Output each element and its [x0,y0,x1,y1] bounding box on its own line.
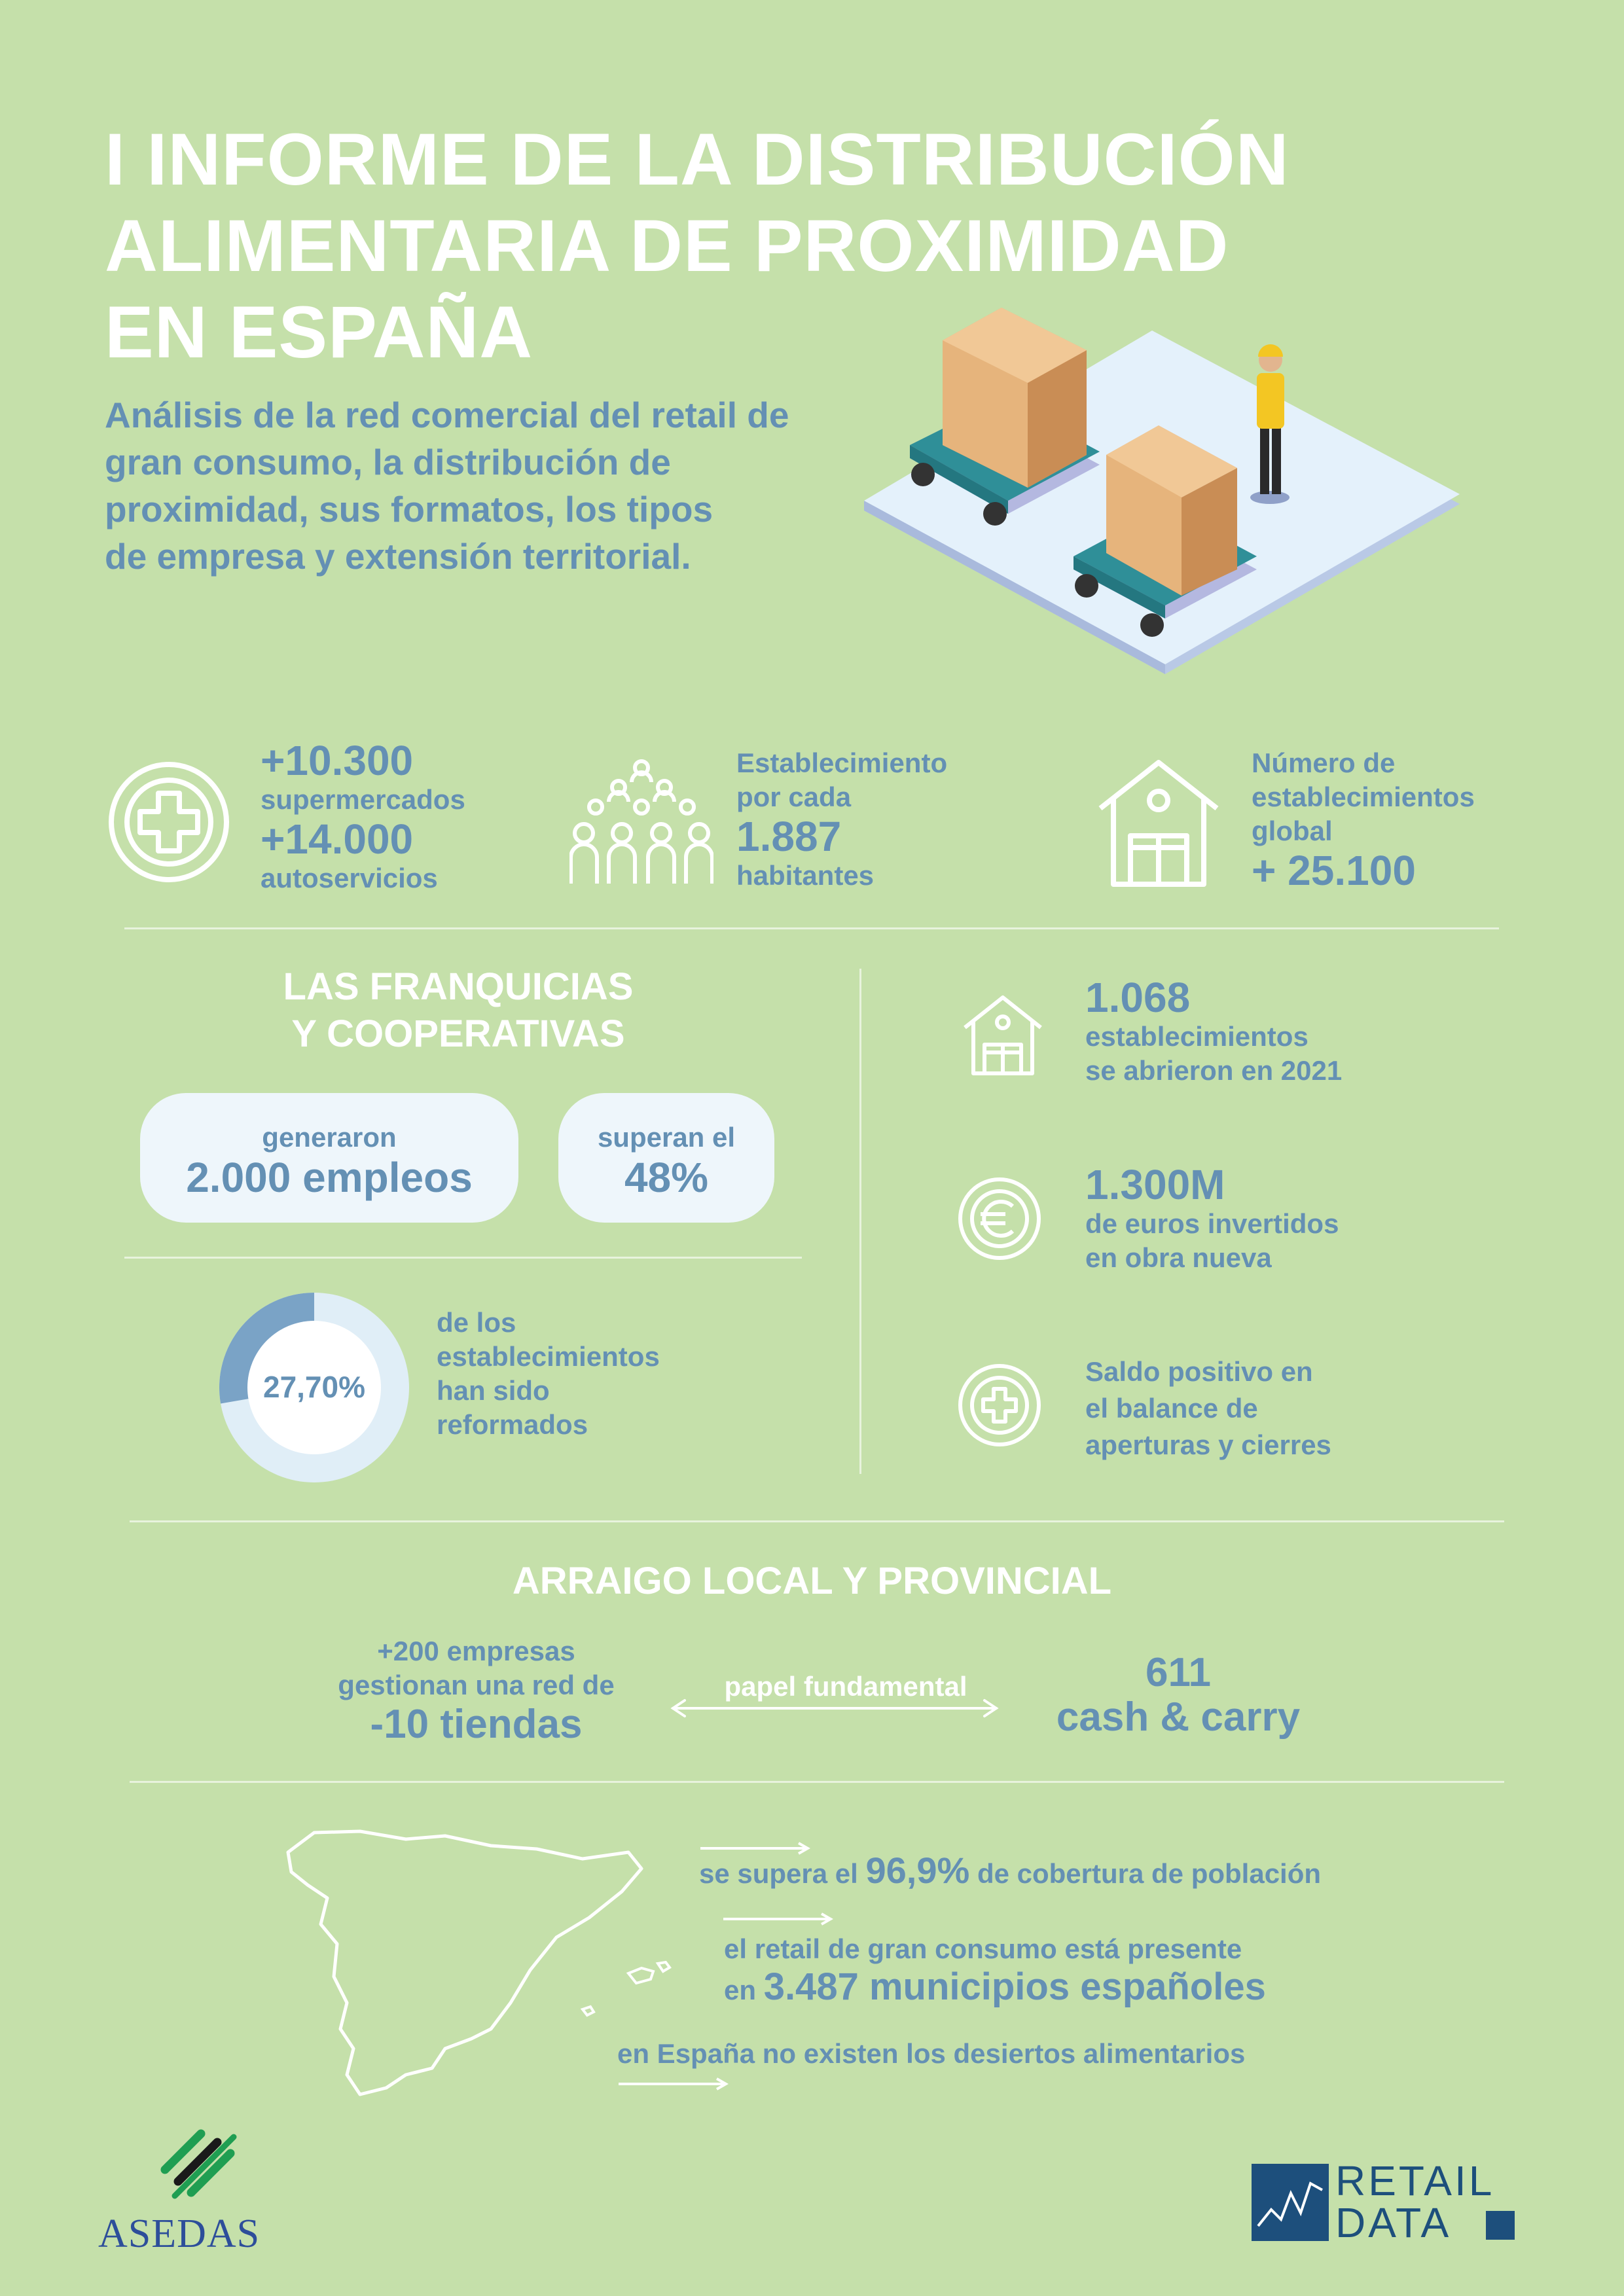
asedas-logo-text: ASEDAS [98,2212,261,2256]
reformed-donut-chart [216,1289,412,1486]
balance-line-2: el balance de [1085,1393,1258,1424]
stat-invested [1085,1162,1339,1275]
coverage-row-1 [699,1851,1321,1893]
arraigo-right-label: cash & carry [1056,1695,1301,1740]
opened-line-2: se abrieron en 2021 [1085,1055,1343,1086]
coverage-row-3: en España no existen los desiertos alimentarios [617,2038,1246,2069]
arrow-right-icon [617,2076,729,2092]
global-line-3: global [1252,816,1333,846]
habitants-label: habitantes [736,860,875,891]
balance-line-1: Saldo positivo en [1085,1356,1313,1387]
pill-percentage [558,1093,774,1223]
supermarkets-value: +10.300 [261,737,414,784]
retail-data-square [1486,2211,1515,2240]
people-crowd-icon [569,756,713,887]
divider-3 [130,1781,1504,1783]
coverage-row-2-pre: en [724,1975,764,2005]
donut-desc-1: de los [437,1307,516,1338]
warehouse-illustration [851,288,1473,707]
supermarkets-label: supermercados [261,784,465,815]
double-arrow-icon [668,1695,1001,1721]
euro-icon [957,1176,1042,1261]
invested-line-2: en obra nueva [1085,1242,1272,1273]
asedas-logo-icon [152,2124,244,2206]
coverage-row-1-pre: se supera el [699,1858,866,1889]
autoservicios-label: autoservicios [261,863,438,893]
divider-franchises [124,1257,802,1259]
spain-map [275,1813,681,2121]
subtitle-line-2: gran consumo, la distribución de [105,442,671,482]
invested-value: 1.300M [1085,1161,1225,1208]
donut-description [437,1306,660,1442]
arraigo-right [1021,1651,1335,1740]
arrow-right-icon [722,1911,833,1927]
invested-line-1: de euros invertidos [1085,1208,1339,1239]
pill-percentage-label: superan el [597,1122,736,1153]
stat-opened [1085,975,1342,1088]
franchises-title [157,963,759,1058]
title-line-3: EN ESPAÑA [105,291,533,373]
global-value: + 25.100 [1252,847,1416,894]
title-line-1: I INFORME DE LA DISTRIBUCIÓN [105,118,1290,200]
arraigo-left [288,1634,664,1747]
stat-supermarkets [261,738,465,895]
donut-desc-2: establecimientos [437,1341,660,1372]
habitants-line-1: Establecimiento [736,747,948,778]
retail-data-logo-text [1335,2157,1495,2246]
pill-percentage-value: 48% [624,1154,709,1201]
title-line-2: ALIMENTARIA DE PROXIMIDAD [105,205,1229,287]
coverage-row-2-value: 3.487 municipios españoles [763,1965,1266,2008]
coverage-row-2-line-1: el retail de gran consumo está presente [724,1933,1242,1964]
plus-circle-small-icon [957,1363,1042,1448]
global-line-1: Número de [1252,747,1396,778]
pill-empleos-label: generaron [262,1122,397,1153]
balance-line-3: aperturas y cierres [1085,1429,1331,1460]
habitants-value: 1.887 [736,813,842,860]
opened-value: 1.068 [1085,974,1191,1021]
opened-line-1: establecimientos [1085,1021,1308,1052]
donut-desc-3: han sido [437,1375,550,1406]
subtitle-line-3: proximidad, sus formatos, los tipos [105,489,713,529]
pill-empleos-value: 2.000 empleos [186,1154,473,1201]
retail-text: RETAIL [1335,2157,1495,2204]
arraigo-title: ARRAIGO LOCAL Y PROVINCIAL [512,1560,1112,1602]
arraigo-right-value: 611 [1145,1650,1212,1695]
plus-circle-icon [106,759,232,885]
page-subtitle [105,391,789,580]
divider-1 [124,927,1499,929]
coverage-row-1-post: de cobertura de población [969,1858,1322,1889]
divider-2 [130,1520,1504,1522]
franchises-title-line-1: LAS FRANQUICIAS [283,965,634,1008]
vertical-divider [859,969,861,1474]
stat-balance [1085,1354,1331,1463]
coverage-row-1-value: 96,9% [865,1850,970,1891]
global-line-2: establecimientos [1252,781,1475,812]
store-small-icon [962,994,1043,1076]
coverage-row-2 [724,1932,1266,2011]
donut-label: 27,70% [262,1370,366,1404]
stat-habitants [736,746,947,893]
subtitle-line-4: de empresa y extensión territorial. [105,536,691,577]
donut-desc-4: reformados [437,1409,588,1440]
arraigo-left-line-1: +200 empresas [377,1636,575,1666]
data-text: DATA [1335,2199,1452,2246]
stat-global [1252,746,1475,893]
arraigo-left-line-2: gestionan una red de [338,1670,615,1700]
arraigo-left-value: -10 tiendas [370,1702,583,1747]
franchises-title-line-2: Y COOPERATIVAS [291,1013,625,1055]
store-house-icon [1096,756,1221,887]
pill-empleos [140,1093,518,1223]
retail-data-logo-icon [1252,2164,1329,2241]
habitants-line-2: por cada [736,781,852,812]
autoservicios-value: +14.000 [261,816,414,863]
subtitle-line-1: Análisis de la red comercial del retail de [105,395,789,435]
arraigo-middle-label: papel fundamental [724,1671,967,1702]
